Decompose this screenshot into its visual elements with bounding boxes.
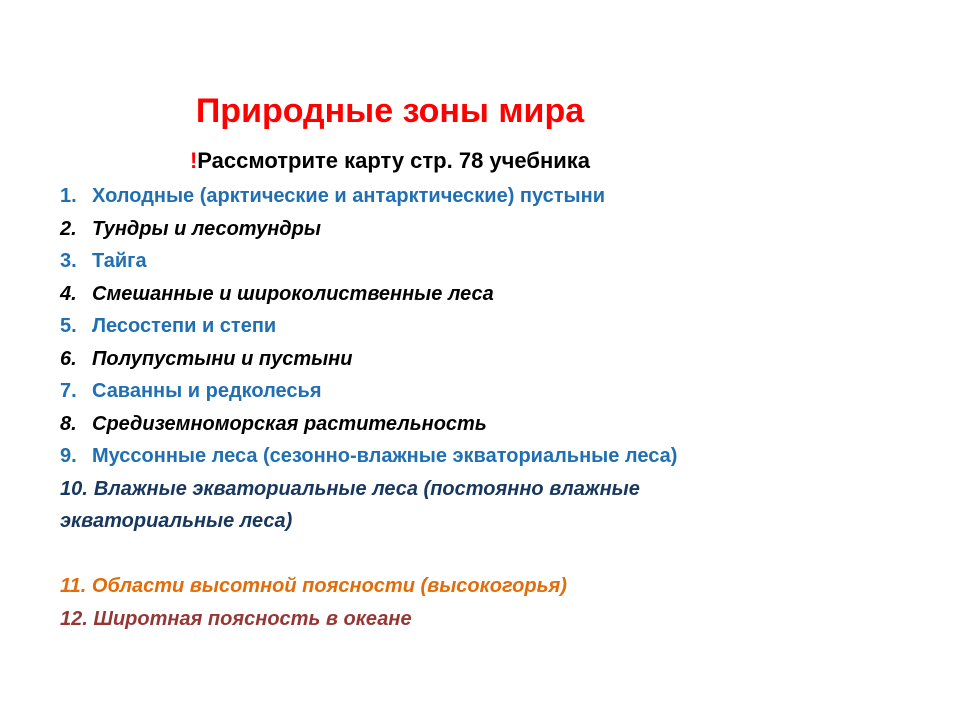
list-item-12 — [60, 603, 920, 636]
list-item-1 — [60, 180, 920, 213]
list-item-11 — [60, 570, 920, 603]
item-number: 10. — [60, 477, 88, 500]
item-number: 4. — [60, 282, 77, 305]
zones-list — [60, 180, 920, 635]
item-number: 8. — [60, 412, 77, 435]
item-number: 7. — [60, 380, 77, 402]
item-number: 5. — [60, 315, 77, 337]
list-item-5 — [60, 310, 920, 343]
item-text: Полупустыни и пустыни — [92, 347, 353, 370]
item-text: Влажные экваториальные леса (постоянно влажные экваториальные леса) — [60, 477, 640, 532]
item-text: Холодные (арктические и антарктические) пустыни — [92, 185, 606, 207]
list-item-10 — [60, 473, 790, 538]
item-text: Средиземноморская растительность — [92, 412, 487, 435]
list-item-3 — [60, 245, 920, 278]
item-text: Муссонные леса (сезонно-влажные экваториальные леса) — [92, 445, 678, 467]
list-item-9 — [60, 440, 920, 473]
item-text: Саванны и редколесья — [92, 380, 322, 402]
item-text: Широтная поясность в океане — [93, 607, 412, 630]
slide-title: Природные зоны мира — [195, 92, 585, 130]
item-text: Тундры и лесотундры — [92, 217, 321, 240]
item-number: 11. — [60, 575, 87, 597]
item-number: 3. — [60, 250, 77, 272]
item-text: Тайга — [92, 250, 147, 272]
list-item-8 — [60, 408, 920, 441]
item-number: 2. — [60, 217, 77, 240]
subtitle-text: Рассмотрите карту стр. 78 учебника — [197, 148, 591, 173]
list-item-4 — [60, 278, 920, 311]
list-item-2 — [60, 213, 920, 246]
list-spacer — [60, 538, 920, 571]
item-number: 12. — [60, 607, 88, 630]
item-text: Области высотной поясности (высокогорья) — [91, 575, 567, 597]
item-text: Лесостепи и степи — [92, 315, 277, 337]
slide-subtitle — [0, 148, 780, 174]
list-item-7 — [60, 375, 920, 408]
item-number: 1. — [60, 185, 77, 207]
item-number: 6. — [60, 347, 77, 370]
item-text: Смешанные и широколиственные леса — [92, 282, 494, 305]
item-number: 9. — [60, 445, 77, 467]
exclamation-mark: ! — [189, 148, 198, 173]
list-item-6 — [60, 343, 920, 376]
